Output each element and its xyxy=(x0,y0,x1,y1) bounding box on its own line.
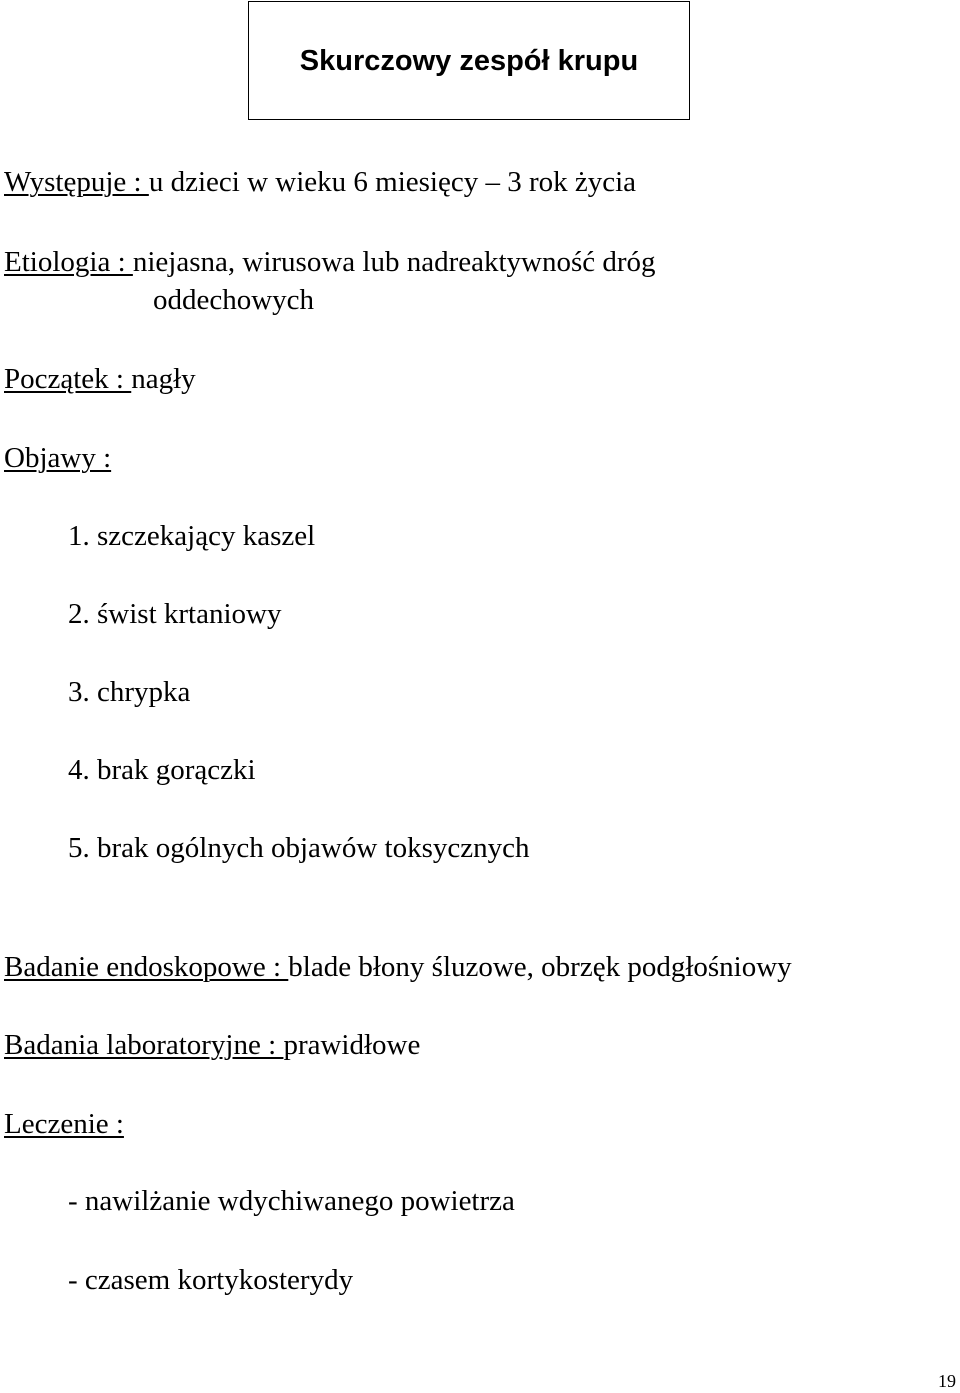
treatment-item: - czasem kortykosterydy xyxy=(68,1264,354,1296)
lab-tests-label: Badania laboratoryjne : xyxy=(4,1029,284,1061)
occurrence-value: u dzieci w wieku 6 miesięcy – 3 rok życia xyxy=(148,166,637,198)
symptom-item: 4. brak gorączki xyxy=(68,754,256,786)
endoscopy-line xyxy=(4,949,792,985)
page-number: 19 xyxy=(938,1371,956,1391)
etiology-line xyxy=(4,244,656,280)
treatment-item: - nawilżanie wdychiwanego powietrza xyxy=(68,1185,515,1217)
treatment-label: Leczenie : xyxy=(4,1108,124,1140)
endoscopy-label: Badanie endoskopowe : xyxy=(4,951,289,983)
onset-label: Początek : xyxy=(4,363,132,395)
treatment-line xyxy=(4,1106,124,1142)
etiology-value: niejasna, wirusowa lub nadreaktywność dróg xyxy=(132,246,656,278)
symptoms-line xyxy=(4,440,111,476)
etiology-label: Etiologia : xyxy=(4,246,133,278)
page-title: Skurczowy zespół krupu xyxy=(299,45,639,77)
symptom-item: 5. brak ogólnych objawów toksycznych xyxy=(68,832,530,864)
occurrence-label: Występuje : xyxy=(4,166,149,198)
title-box xyxy=(248,1,690,120)
symptoms-label: Objawy : xyxy=(4,442,112,474)
lab-tests-value: prawidłowe xyxy=(283,1029,421,1061)
symptom-item: 1. szczekający kaszel xyxy=(68,520,316,552)
onset-value: nagły xyxy=(131,363,196,395)
symptom-item: 3. chrypka xyxy=(68,676,191,708)
etiology-continuation: oddechowych xyxy=(153,284,315,316)
lab-tests-line xyxy=(4,1027,420,1063)
symptom-item: 2. świst krtaniowy xyxy=(68,598,282,630)
occurrence-line xyxy=(4,164,636,200)
endoscopy-value: blade błony śluzowe, obrzęk podgłośniowy xyxy=(288,951,792,983)
onset-line xyxy=(4,361,196,397)
